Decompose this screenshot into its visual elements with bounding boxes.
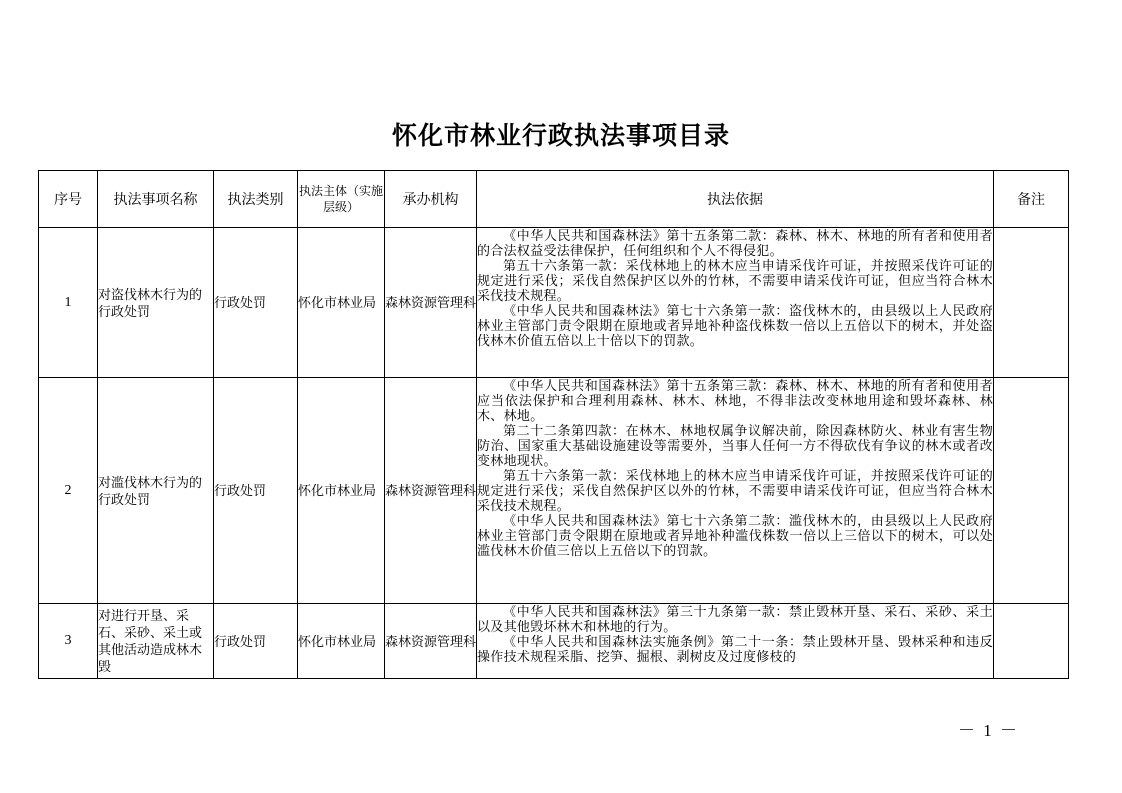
row-subject: 怀化市林业局	[298, 228, 385, 378]
row-remarks	[994, 228, 1069, 378]
header-remarks: 备注	[994, 171, 1069, 228]
row-name: 对滥伐林木行为的行政处罚	[98, 378, 214, 604]
table-row	[39, 228, 1069, 378]
row-dept: 森林资源管理科	[385, 228, 477, 378]
table-header-row	[39, 171, 1069, 228]
row-dept: 森林资源管理科	[385, 604, 477, 679]
row-basis	[477, 604, 994, 679]
header-category: 执法类别	[214, 171, 298, 228]
row-seq: 2	[39, 378, 98, 604]
row-category: 行政处罚	[214, 228, 298, 378]
row-category: 行政处罚	[214, 604, 298, 679]
header-basis: 执法依据	[477, 171, 994, 228]
basis-paragraph: 《中华人民共和国森林法实施条例》第二十一条：禁止毁林开垦、毁林采种和违反操作技术规程采脂、挖笋、掘根、剥树皮及过度修枝的	[477, 634, 993, 664]
row-subject: 怀化市林业局	[298, 604, 385, 679]
header-name: 执法事项名称	[98, 171, 214, 228]
row-name: 对进行开垦、采石、采砂、采土或其他活动造成林木毁	[98, 604, 214, 679]
row-category: 行政处罚	[214, 378, 298, 604]
basis-paragraph: 《中华人民共和国森林法》第七十六条第一款：盗伐林木的，由县级以上人民政府林业主管部门责令限期在原地或者异地补种盗伐株数一倍以上五倍以下的树木，并处盗伐林木价值五倍以上十倍以下的罚款。	[477, 303, 993, 348]
row-basis	[477, 228, 994, 378]
table-row	[39, 604, 1069, 679]
header-seq: 序号	[39, 171, 98, 228]
row-name: 对盗伐林木行为的行政处罚	[98, 228, 214, 378]
basis-paragraph: 第五十六条第一款：采伐林地上的林木应当申请采伐许可证，并按照采伐许可证的规定进行采伐；采伐自然保护区以外的竹林，不需要申请采伐许可证，但应当符合林木采伐技术规程。	[477, 258, 993, 303]
basis-paragraph: 《中华人民共和国森林法》第十五条第二款：森林、林木、林地的所有者和使用者的合法权益受法律保护，任何组织和个人不得侵犯。	[477, 228, 993, 258]
row-seq: 3	[39, 604, 98, 679]
page-title: 怀化市林业行政执法事项目录	[391, 121, 730, 150]
table-row	[39, 378, 1069, 604]
header-subject: 执法主体（实施层级）	[298, 171, 385, 228]
row-remarks	[994, 378, 1069, 604]
row-basis	[477, 378, 994, 604]
basis-paragraph: 第二十二条第四款：在林木、林地权属争议解决前，除因森林防火、林业有害生物防治、国家重大基础设施建设等需要外，当事人任何一方不得砍伐有争议的林木或者改变林地现状。	[477, 423, 993, 468]
page-number: － 1 －	[958, 721, 1019, 740]
enforcement-table	[38, 170, 1069, 679]
row-dept: 森林资源管理科	[385, 378, 477, 604]
basis-paragraph: 《中华人民共和国森林法》第十五条第三款：森林、林木、林地的所有者和使用者应当依法保护和合理利用森林、林木、林地，不得非法改变林地用途和毁坏森林、林木、林地。	[477, 378, 993, 423]
header-dept: 承办机构	[385, 171, 477, 228]
basis-paragraph: 第五十六条第一款：采伐林地上的林木应当申请采伐许可证，并按照采伐许可证的规定进行采伐；采伐自然保护区以外的竹林，不需要申请采伐许可证，但应当符合林木采伐技术规程。	[477, 468, 993, 513]
row-remarks	[994, 604, 1069, 679]
basis-paragraph: 《中华人民共和国森林法》第七十六条第二款：滥伐林木的，由县级以上人民政府林业主管部门责令限期在原地或者异地补种滥伐株数一倍以上三倍以下的树木，可以处滥伐林木价值三倍以上五倍以下的罚款。	[477, 513, 993, 558]
row-seq: 1	[39, 228, 98, 378]
basis-paragraph: 《中华人民共和国森林法》第三十九条第一款：禁止毁林开垦、采石、采砂、采土以及其他毁坏林木和林地的行为。	[477, 604, 993, 634]
row-subject: 怀化市林业局	[298, 378, 385, 604]
